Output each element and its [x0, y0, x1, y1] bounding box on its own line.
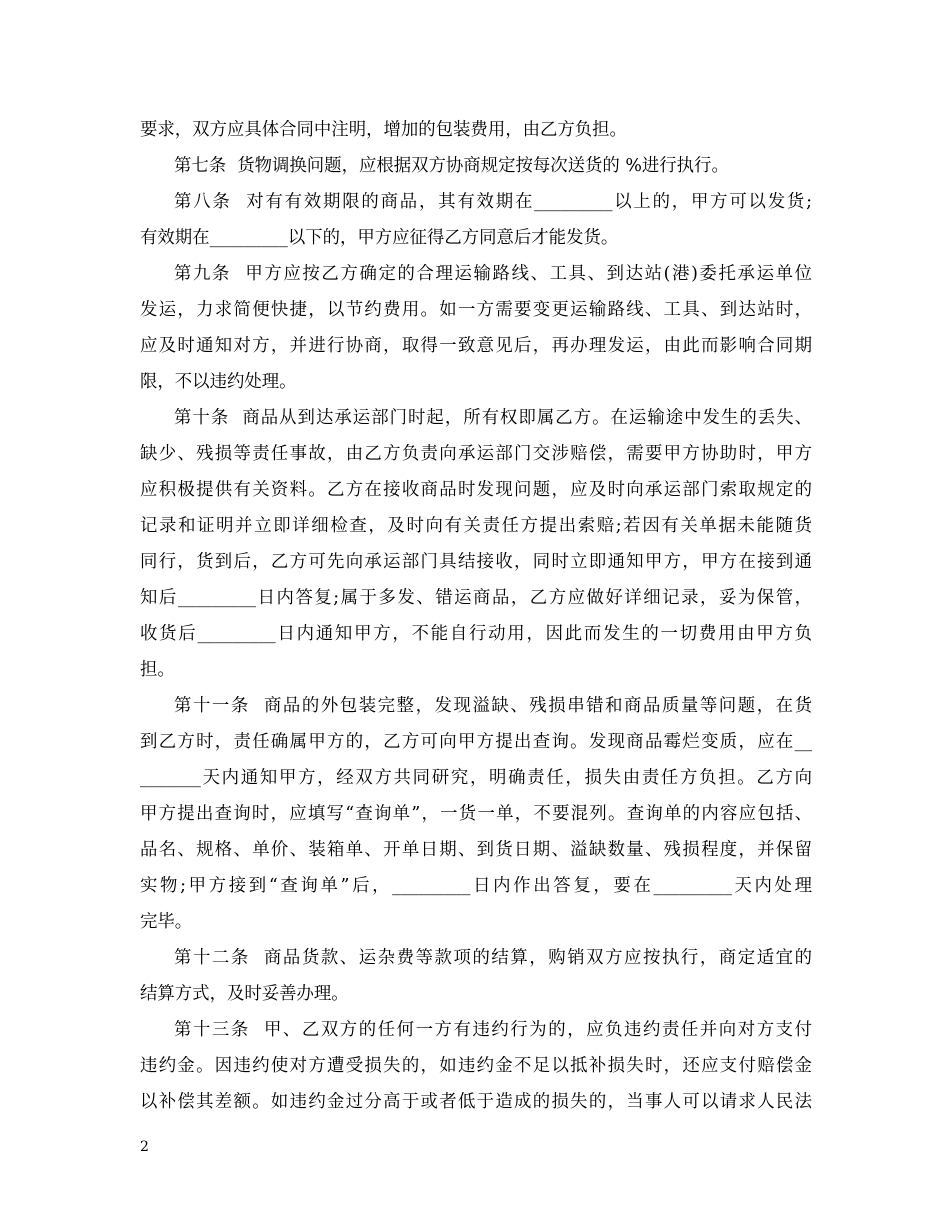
text-line: 完毕。: [140, 912, 193, 932]
text-line: 担。: [140, 660, 175, 680]
page-number: 2: [140, 1139, 149, 1155]
text-line: 缺少、残损等责任事故，由乙方负责向承运部门交涉赔偿，需要甲方协助时，甲方: [140, 444, 812, 464]
text-line: 应及时通知对方，并进行协商，取得一致意见后，再办理发运，由此而影响合同期: [140, 336, 812, 356]
text-line: 第十二条 商品货款、运杂费等款项的结算，购销双方应按执行，商定适宜的: [174, 948, 812, 968]
text-line: 发运，力求简便快捷，以节约费用。如一方需要变更运输路线、工具、到达站时，: [140, 300, 812, 320]
text-line: 收货后_________日内通知甲方，不能自行动用，因此而发生的一切费用由甲方负: [140, 624, 812, 644]
text-line: 知后_________日内答复;属于多发、错运商品，乙方应做好详细记录，妥为保管，: [140, 588, 812, 608]
text-line: 品名、规格、单价、装箱单、开单日期、到货日期、溢缺数量、残损程度，并保留: [140, 840, 812, 860]
text-line: 第九条 甲方应按乙方确定的合理运输路线、工具、到达站(港)委托承运单位: [174, 264, 812, 284]
text-line: 以补偿其差额。如违约金过分高于或者低于造成的损失的，当事人可以请求人民法: [140, 1092, 812, 1112]
text-line: 第十一条 商品的外包装完整，发现溢缺、残损串错和商品质量等问题，在货: [174, 696, 812, 716]
text-line: 第十三条 甲、乙双方的任何一方有违约行为的，应负违约责任并向对方支付: [174, 1020, 812, 1040]
text-line: _______天内通知甲方，经双方共同研究，明确责任，损失由责任方负担。乙方向: [140, 768, 812, 788]
text-line: 甲方提出查询时，应填写“查询单”，一货一单，不要混列。查询单的内容应包括、: [140, 804, 812, 824]
text-line: 记录和证明并立即详细检查，及时向有关责任方提出索赔;若因有关单据未能随货: [140, 516, 812, 536]
text-line: 应积极提供有关资料。乙方在接收商品时发现问题，应及时向承运部门索取规定的: [140, 480, 812, 500]
text-line: 有效期在_________以下的，甲方应征得乙方同意后才能发货。: [140, 228, 619, 248]
text-line: 到乙方时，责任确属甲方的，乙方可向甲方提出查询。发现商品霉烂变质，应在__: [140, 732, 812, 752]
text-line: 结算方式，及时妥善办理。: [140, 984, 349, 1004]
text-line: 实物;甲方接到“查询单”后，_________日内作出答复，要在_________天内处理: [140, 876, 812, 896]
text-line: 违约金。因违约使对方遭受损失的，如违约金不足以抵补损失时，还应支付赔偿金: [140, 1056, 812, 1076]
text-line: 限，不以违约处理。: [140, 372, 297, 392]
text-line: 要求，双方应具体合同中注明，增加的包装费用，由乙方负担。: [140, 120, 627, 140]
text-line: 第八条 对有有效期限的商品，其有效期在_________以上的，甲方可以发货;: [174, 192, 812, 212]
text-line: 同行，货到后，乙方可先向承运部门具结接收，同时立即通知甲方，甲方在接到通: [140, 552, 812, 572]
text-line: 第七条 货物调换问题，应根据双方协商规定按每次送货的 %进行执行。: [174, 156, 729, 176]
text-line: 第十条 商品从到达承运部门时起，所有权即属乙方。在运输途中发生的丢失、: [174, 408, 812, 428]
